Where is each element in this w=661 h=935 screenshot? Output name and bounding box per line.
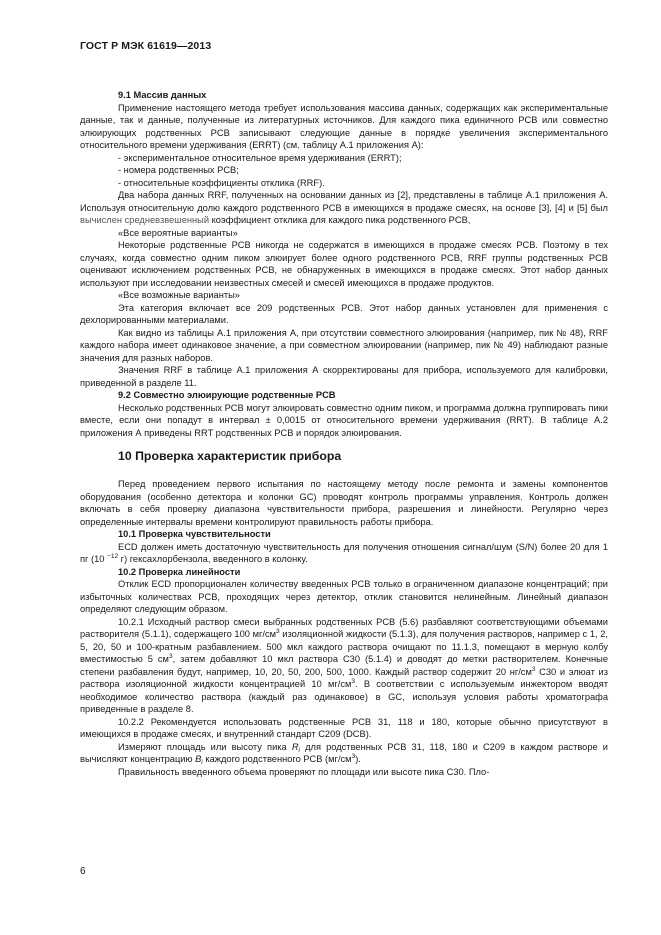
- text-run: для родственных PCB 31, 118, 180 и C209 в каждом растворе и вычисляют концентрацию: [80, 741, 608, 764]
- list-item: - номера родственных PCB;: [118, 165, 239, 175]
- paragraph: Значения RRF в таблице А.1 приложения А скорректированы для прибора, используемого для калибровки, приведенной в разделе 11.: [80, 365, 608, 388]
- paragraph: Несколько родственных PCB могут элюировать совместно одним пиком, и программа должна группировать пики вместе, если они попадут в интервал ± 0,0015 от относительного времени удерживания (RRT). В таблице А.2 приложения А приведены RRT родственных PCB и порядок элюирования.: [80, 402, 608, 438]
- document-header: ГОСТ Р МЭК 61619—2013: [80, 40, 212, 52]
- text-run: ECD должен иметь достаточную чувствительность для получения отношения сигнал/шум (S/N) более 20 для 1 пг (10: [80, 541, 608, 564]
- text-run: C30 и элюат из раствора изоляционной жидкости концентрацией 10 мг/см: [80, 666, 608, 689]
- superscript: 3: [531, 665, 536, 673]
- paragraph: 10.2.2 Рекомендуется использовать родственные PCB 31, 118 и 180, которые обычно присутствуют в имеющихся в продаже смесях, и внутренний стандарт C209 (DCB).: [80, 716, 608, 739]
- section-10-heading: 10 Проверка характеристик прибора: [118, 449, 342, 463]
- variable: R: [291, 741, 299, 752]
- variable: B: [195, 754, 202, 764]
- text-run: , затем добавляют 10 мкл раствора C30 (5.1.4) и доводят до метки растворителем. Конечные степени разбавления будут, например, 10, 20, 50, 200, 500, 1000. Каждый раствор содержит 20 нг/см: [80, 654, 608, 677]
- paragraph: [80, 189, 608, 227]
- paragraph: Перед проведением первого испытания по настоящему методу после ремонта и замены компонентов оборудования (особенно детектора и колонки GC) проводят контроль программы управления. Контроль должен включать в себя проверку диапазона чувствительности прибора, разрешения и линейности. Регулярно через определенные интервалы времени контролируют правильность работы прибора.: [80, 479, 608, 527]
- paragraph: [80, 616, 608, 716]
- section-9-1-heading: 9.1 Массив данных: [118, 90, 207, 100]
- superscript: −12: [107, 553, 119, 560]
- text-run: ).: [355, 754, 361, 764]
- paragraph: Применение настоящего метода требует использования массива данных, содержащих как экспериментальные данные, так и данные, полученные из литературных источников. Для каждого пика единичного PCB или совместно элюирующих родственных PCB записывают следующие данные в порядке увеличения экспериментального относительного времени удерживания (ERRT) (см. таблицу А.1 приложения А):: [80, 102, 608, 150]
- section-10-2-heading: 10.2 Проверка линейности: [118, 566, 241, 577]
- highlighted-text: вычислен средневзвешенный: [80, 215, 210, 225]
- text-run: Измеряют площадь или высоту пика: [118, 741, 287, 752]
- paragraph: [80, 741, 608, 766]
- text-run: 10.2.1 Исходный раствор смеси выбранных родственных PCB (5.6) разбавляют соответствующими объемами растворителя (5.1.1), содержащего 100 мг/см: [80, 616, 608, 639]
- paragraph: Эта категория включает все 209 родственных PCB. Этот набор данных установлен для применения с дехлорированными материалами.: [80, 302, 608, 325]
- section-9-2-heading: 9.2 Совместно элюирующие родственные PCB: [118, 390, 336, 400]
- paragraph: Отклик ECD пропорционален количеству введенных PCB только в ограниченном диапазоне концентраций; при избыточных количествах PCB, проходящих через детектор, отклик становится нелинейным. Линейный диапазон определяют следующим образом.: [80, 579, 608, 614]
- text-run: Два набора данных RRF, полученных на основании данных из [2], представлены в таблице А.1 приложения А. Используя относительную долю каждого родственного PCB в имеющихся в продаже смесях, на основе [3], [4] и [5] был: [80, 190, 608, 213]
- paragraph: Правильность введенного объема проверяют по площади или высоте пика C30. Пло-: [118, 766, 490, 777]
- subscript: i: [201, 759, 203, 766]
- text-run: изоляционной жидкости (5.1.3), для получения растворов, например с 1, 2, 5, 20, 50 и 100-кратным разбавлением. 500 мкл каждого раствора очищают по 11.1.3, помещают в мерную колбу вместимостью 5 см: [80, 629, 608, 664]
- document-body: [80, 89, 608, 778]
- paragraph: Как видно из таблицы А.1 приложения А, при отсутствии совместного элюирования (например, пик № 48), RRF каждого набора имеет одинаковое значение, а при совместном элюировании (например, пик № 49) наблюдают разные значения для разных наборов.: [80, 327, 608, 363]
- superscript: 3: [351, 753, 356, 760]
- quoted-label: «Все вероятные варианты»: [118, 227, 238, 238]
- subscript: i: [298, 746, 300, 754]
- superscript: 3: [276, 628, 280, 635]
- paragraph: [80, 541, 608, 566]
- text-run: каждого родственного PCB (мг/см: [205, 754, 352, 764]
- page-number: 6: [80, 866, 86, 877]
- superscript: 3: [351, 678, 356, 685]
- quoted-label: «Все возможные варианты»: [118, 290, 240, 300]
- superscript: 3: [168, 653, 173, 660]
- paragraph: Некоторые родственные PCB никогда не содержатся в имеющихся в продаже смесях PCB. Поэтому в тех случаях, когда совместно одним пиком элюирует более одного родственного PCB, RRF группы родственных PCB оценивают исключением родственных PCB, не обнаруженных в имеющихся в продаже смесях. Этот набор данных используют при исследовании неизвестных смесей и смесей имеющихся в продаже продуктов.: [80, 240, 608, 288]
- list-item: - относительные коэффициенты отклика (RRF).: [118, 177, 325, 188]
- section-10-1-heading: 10.1 Проверка чувствительности: [118, 529, 271, 539]
- text-run: . В соответствии с используемым инжектором вводят необходимое количество раствора (каждый раз одинаковое) в GC, используя условия работы хроматографа приведенные в разделе 8.: [80, 679, 608, 714]
- text-run: коэффициент отклика для каждого пика родственного PCB,: [211, 215, 471, 225]
- text-run: г) гексахлорбензола, введенного в колонку.: [120, 554, 308, 564]
- list-item: - экспериментальное относительное время удерживания (ERRT);: [118, 152, 402, 163]
